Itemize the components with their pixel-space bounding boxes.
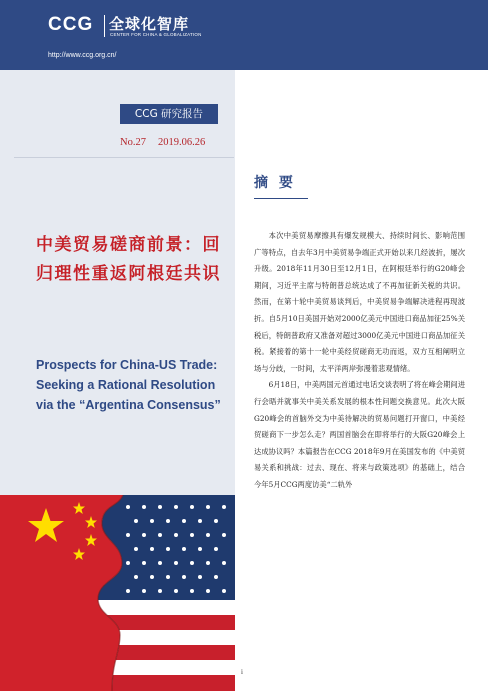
title-english: Prospects for China-US Trade: Seeking a Rational Resolution via the “Argentina Consensus” bbox=[36, 358, 221, 412]
header-band bbox=[0, 0, 488, 70]
summary-heading: 摘 要 bbox=[254, 175, 296, 191]
left-divider bbox=[14, 157, 234, 158]
report-type-tag: CCG 研究报告 bbox=[120, 104, 218, 124]
page-number: i bbox=[241, 668, 243, 676]
ccg-logo: CCG bbox=[48, 14, 94, 35]
china-us-flag-puzzle-image bbox=[0, 495, 235, 691]
summary-heading-rule bbox=[254, 198, 308, 199]
summary-paragraph-2: 6月18日，中美两国元首通过电话交谈表明了将在峰会期间进行会晤并就事关中美关系发展的根本性问题交换意见。此次大阪G20峰会的首脑外交为中美待解决的贸易问题打开窗口，中美经贸磋商下一步怎么走？两国首脑会在即将举行的大阪G20峰会上达成协议吗？本篇报告在CCG 2018年9月在美国发布的《中美贸易关系和挑战：过去、现在、将来与政策选项》的基础上，结合今年5月CCG两度访美“二轨外 bbox=[254, 380, 465, 489]
title-chinese: 中美贸易磋商前景：回归理性重返阿根廷共识 bbox=[36, 235, 221, 284]
summary-paragraph-1: 本次中美贸易摩擦具有爆发规模大、持续时间长、影响范围广等特点，自去年3月中美贸易争端正式开始以来几经波折，屡次升级。2018年11月30日至12月1日，在阿根廷举行的G20峰会期间，习近平主席与特朗普总统达成了不再加征新关税的共识。然而，在第十轮中美贸易谈判后，中美贸易争端解决进程再现波折。自5月10日美国开始对2000亿美元中国进口商品加征25%关税后，特朗普政府又准备对超过3000亿美元中国进口商品加征关税。紧接着的第十一轮中美经贸磋商无功而返，双方互相阐明立场与分歧，一时间，太平洋两岸弥漫着悲观情绪。 bbox=[254, 231, 465, 373]
logo-english-name: CENTER FOR CHINA & GLOBALIZATION bbox=[110, 32, 202, 37]
summary-body bbox=[254, 228, 465, 494]
report-number: No.27 bbox=[120, 137, 146, 148]
header-url-link[interactable]: http://www.ccg.org.cn/ bbox=[48, 52, 117, 59]
logo-chinese-name: 全球化智库 bbox=[109, 15, 190, 33]
report-date: 2019.06.26 bbox=[158, 137, 206, 148]
logo-divider bbox=[104, 15, 105, 37]
